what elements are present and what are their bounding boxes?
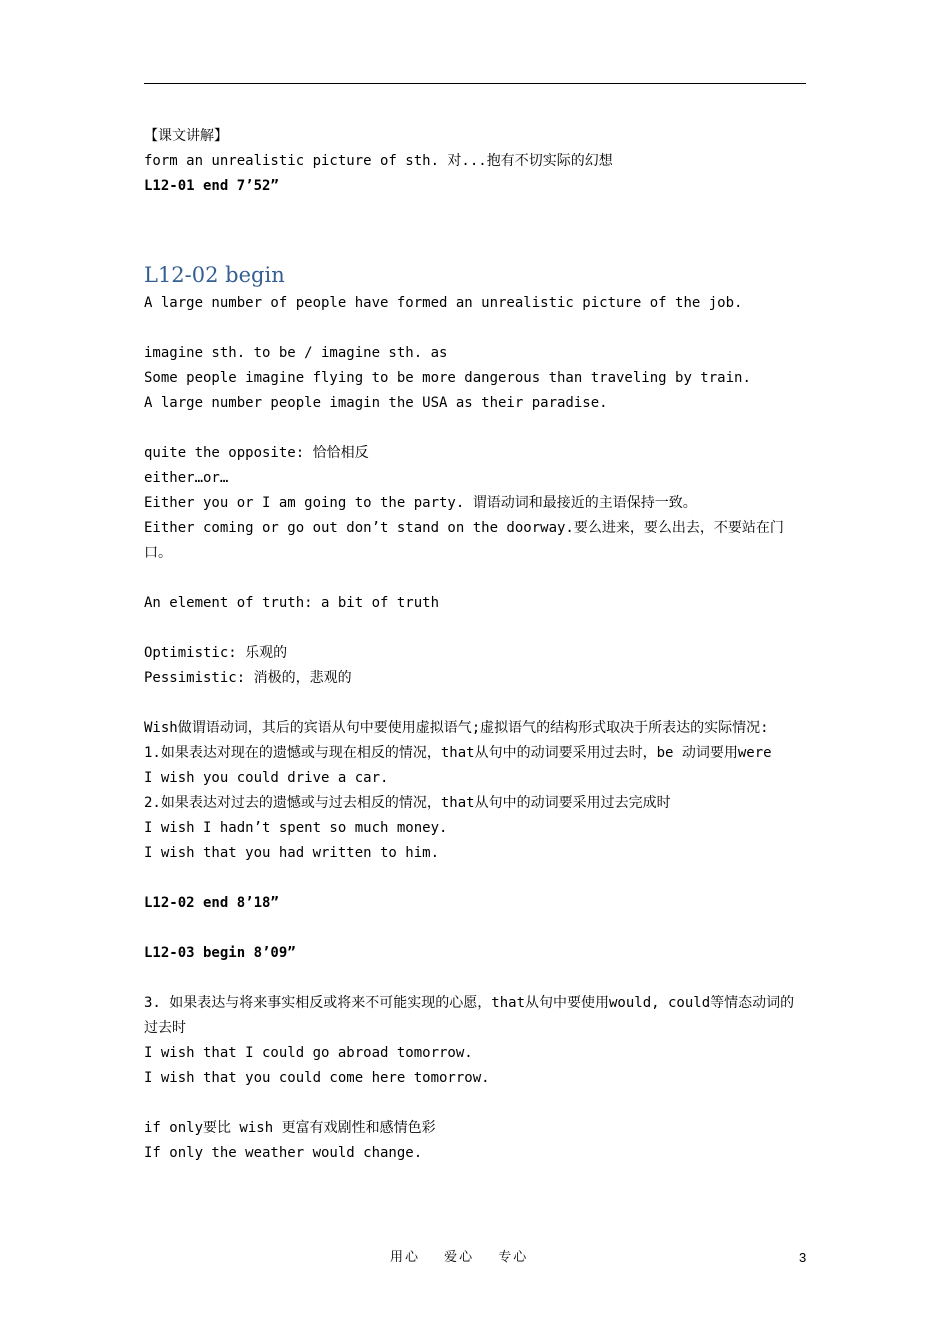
pessimistic-definition: Pessimistic: 消极的，悲观的 — [144, 670, 352, 686]
wish-example-5: I wish that you could come here tomorrow. — [144, 1070, 490, 1086]
if-only-example: If only the weather would change. — [144, 1145, 423, 1161]
if-only-rule: if only要比 wish 更富有戏剧性和感情色彩 — [144, 1120, 436, 1136]
imagine-pattern: imagine sth. to be / imagine sth. as — [144, 345, 448, 361]
l12-01-end-marker: L12-01 end 7’52” — [144, 178, 279, 194]
l12-03-begin-marker: L12-03 begin 8’09” — [144, 945, 296, 961]
footer-motto: 用心 爱心 专心 — [390, 1250, 529, 1265]
section-label: 【课文讲解】 — [144, 128, 228, 144]
element-of-truth: An element of truth: a bit of truth — [144, 595, 440, 611]
wish-example-4: I wish that I could go abroad tomorrow. — [144, 1045, 473, 1061]
either-or-pattern: either…or… — [144, 470, 229, 486]
page-footer — [0, 1247, 950, 1269]
wish-rule: Wish做谓语动词，其后的宾语从句中要使用虚拟语气;虚拟语气的结构形式取决于所表达的实际情况: — [144, 720, 769, 736]
sentence-job: A large number of people have formed an unrealistic picture of the job. — [144, 295, 743, 311]
l12-02-end-marker: L12-02 end 8’18” — [144, 895, 279, 911]
either-example-1: Either you or I am going to the party. 谓语动词和最接近的主语保持一致。 — [144, 495, 697, 511]
imagine-example-2: A large number people imagin the USA as their paradise. — [144, 395, 608, 411]
wish-rule-1: 1.如果表达对现在的遗憾或与现在相反的情况，that从句中的动词要采用过去时，be 动词要用were — [144, 745, 772, 761]
wish-example-3: I wish that you had written to him. — [144, 845, 440, 861]
wish-example-2: I wish I hadn’t spent so much money. — [144, 820, 448, 836]
quite-the-opposite: quite the opposite: 恰恰相反 — [144, 445, 369, 461]
either-example-2: Either coming or go out don’t stand on the doorway.要么进来，要么出去，不要站在门口。 — [144, 520, 784, 561]
wish-example-1: I wish you could drive a car. — [144, 770, 389, 786]
header-rule — [144, 83, 806, 84]
wish-rule-3: 3. 如果表达与将来事实相反或将来不可能实现的心愿，that从句中要使用would, could等情态动词的过去时 — [144, 995, 795, 1036]
l12-02-heading: L12-02 begin — [144, 263, 285, 287]
page-number: 3 — [799, 1250, 807, 1265]
imagine-example-1: Some people imagine flying to be more dangerous than traveling by train. — [144, 370, 751, 386]
optimistic-definition: Optimistic: 乐观的 — [144, 645, 288, 661]
document-body — [144, 124, 808, 1166]
intro-phrase: form an unrealistic picture of sth. 对...抱有不切实际的幻想 — [144, 153, 613, 169]
wish-rule-2: 2.如果表达对过去的遗憾或与过去相反的情况，that从句中的动词要采用过去完成时 — [144, 795, 671, 811]
